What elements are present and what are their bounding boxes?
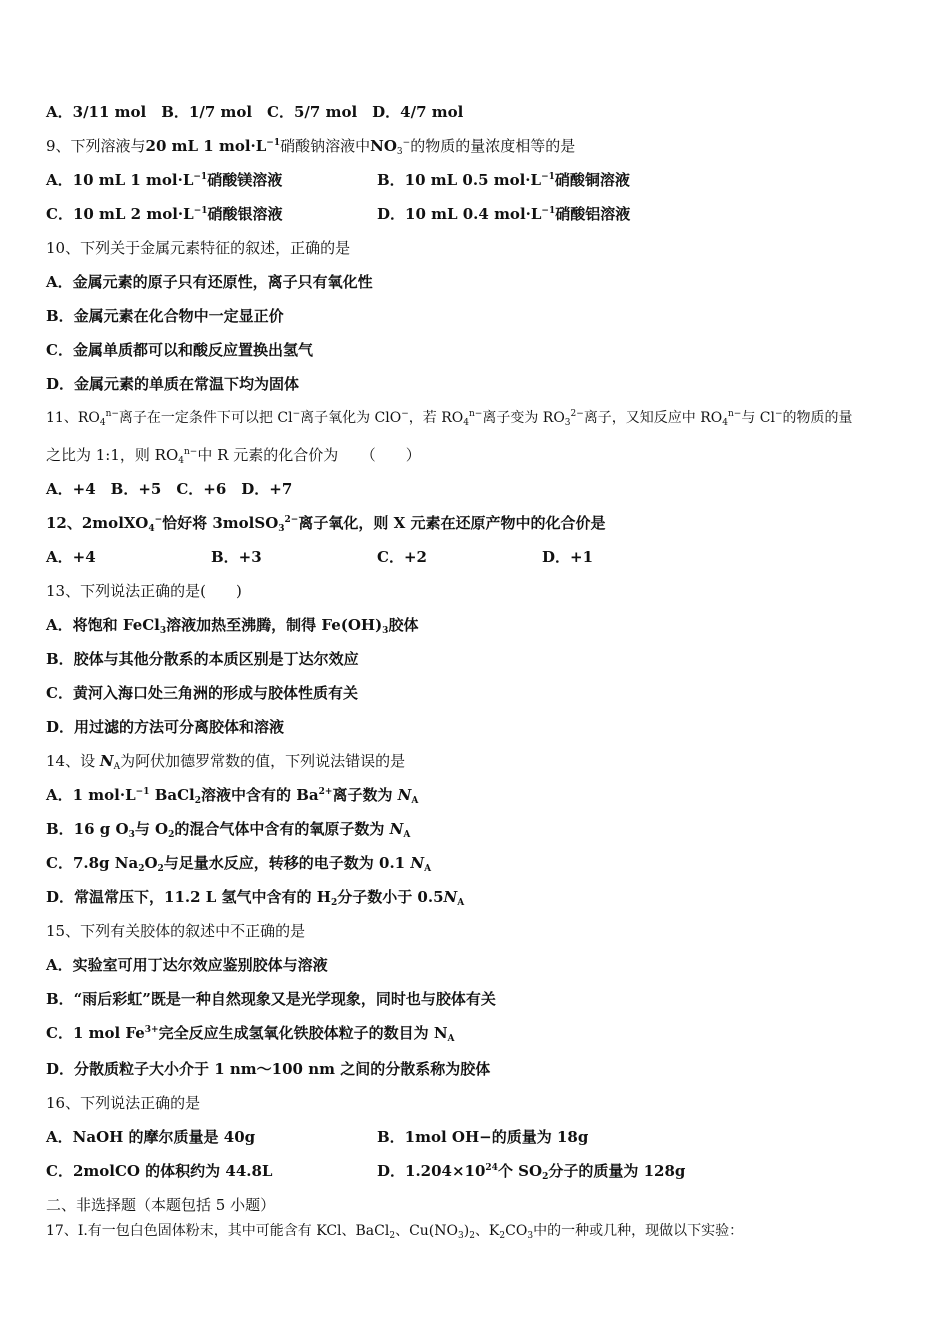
q13-option-a: A．将饱和 FeCl$_3$溶液加热至沸腾，制得 $Fe(OH)_3$胶体 xyxy=(46,616,419,636)
q15-option-c: C．1 mol $Fe^{3+}$完全反应生成氢氧化铁胶体粒子的数目为 $N_A$ xyxy=(46,1024,455,1044)
q14-option-d: D．常温常压下，11.2 L 氢气中含有的 $H_2$分子数小于 $0.5N_A$ xyxy=(46,888,465,908)
q9-option-b: B．10 mL 0.5 $mol\cdot L^{-1}$硝酸铜溶液 xyxy=(377,171,630,189)
q10-stem: 10、下列关于金属元素特征的叙述，正确的是 xyxy=(46,239,351,257)
q12-stem: 12、2molXO$_4$−恰好将 3molSO$_3^{2-}$离子氧化，则 X 元素在还原产物中的化合价是 xyxy=(46,514,606,534)
q9-option-a: A．10 mL 1 $mol\cdot L^{-1}$硝酸镁溶液 xyxy=(46,171,283,189)
q14-option-c: C．7.8g $Na_2O_2$与足量水反应，转移的电子数为 0.1 $N_A$ xyxy=(46,854,432,874)
q12-option-d: D．+1 xyxy=(542,548,594,566)
q15-option-a: A．实验室可用丁达尔效应鉴别胶体与溶液 xyxy=(46,956,328,974)
q10-option-c: C．金属单质都可以和酸反应置换出氢气 xyxy=(46,341,313,359)
q16-stem: 16、下列说法正确的是 xyxy=(46,1094,201,1112)
q8-options: A．3/11 mol B．1/7 mol C．5/7 mol D．4/7 mol xyxy=(46,103,464,121)
q12-option-a: A．+4 xyxy=(46,548,96,566)
q16-option-d: D．$1.204\times 10^{24}$个 $SO_2$分子的质量为 128g xyxy=(377,1162,686,1182)
q17-stem: 17、Ⅰ.有一包白色固体粉末，其中可能含有 KCl、BaCl$_2$、$Cu(NO_3)_2$、$K_2CO_3$中的一种或几种，现做以下实验： xyxy=(46,1223,744,1241)
q10-option-d: D．金属元素的单质在常温下均为固体 xyxy=(46,375,300,393)
q9-option-c: C．10 mL 2 $mol\cdot L^{-1}$硝酸银溶液 xyxy=(46,205,283,223)
q11-stem-line2: 之比为 1:1，则 $RO_4^{n-}$中 R 元素的化合价为 （ ） xyxy=(46,446,421,466)
q14-option-a: A．1 $mol\cdot L^{-1}$ BaCl$_2$溶液中含有的 $Ba^{2+}$离子数为 $N_A$ xyxy=(46,786,419,806)
q16-option-c: C．2molCO 的体积约为 44.8L xyxy=(46,1162,273,1180)
q10-option-a: A．金属元素的原子只有还原性，离子只有氧化性 xyxy=(46,273,373,291)
q15-stem: 15、下列有关胶体的叙述中不正确的是 xyxy=(46,922,306,940)
q9-option-d: D．10 mL 0.4 $mol\cdot L^{-1}$硝酸铝溶液 xyxy=(377,205,631,223)
q13-option-d: D．用过滤的方法可分离胶体和溶液 xyxy=(46,718,285,736)
q11-stem-line1: 11、$RO_4^{n-}$离子在一定条件下可以把 Cl−离子氧化为 ClO−，若 $RO_4^{n-}$离子变为 $RO_3^{2-}$离子，又知反应中 $RO_4^{n-}$与 Cl−的物质的量 xyxy=(46,409,853,428)
q15-option-d: D．分散质粒子大小介于 1 nm～100 nm 之间的分散系称为胶体 xyxy=(46,1060,491,1078)
q15-option-b: B．“雨后彩虹”既是一种自然现象又是光学现象，同时也与胶体有关 xyxy=(46,990,496,1008)
q10-option-b: B．金属元素在化合物中一定显正价 xyxy=(46,307,284,325)
q13-option-c: C．黄河入海口处三角洲的形成与胶体性质有关 xyxy=(46,684,358,702)
q14-option-b: B．16 g $O_3$与 $O_2$的混合气体中含有的氧原子数为 $N_A$ xyxy=(46,820,411,840)
q13-stem: 13、下列说法正确的是( ) xyxy=(46,582,242,600)
q12-option-b: B．+3 xyxy=(211,548,262,566)
q12-option-c: C．+2 xyxy=(377,548,427,566)
q16-option-a: A．NaOH 的摩尔质量是 40g xyxy=(46,1128,256,1146)
q13-option-b: B．胶体与其他分散系的本质区别是丁达尔效应 xyxy=(46,650,359,668)
q9-stem: 9、下列溶液与20 mL 1 $mol\cdot L^{-1}$硝酸钠溶液中$NO_3^-$的物质的量浓度相等的是 xyxy=(46,137,576,157)
q14-stem: 14、设 $N_A$为阿伏加德罗常数的值，下列说法错误的是 xyxy=(46,752,406,772)
q16-option-b: B．1mol OH−的质量为 18g xyxy=(377,1128,589,1146)
section-title: 二、非选择题（本题包括 5 小题） xyxy=(46,1196,276,1214)
q11-options: A．+4 B．+5 C．+6 D．+7 xyxy=(46,480,293,498)
